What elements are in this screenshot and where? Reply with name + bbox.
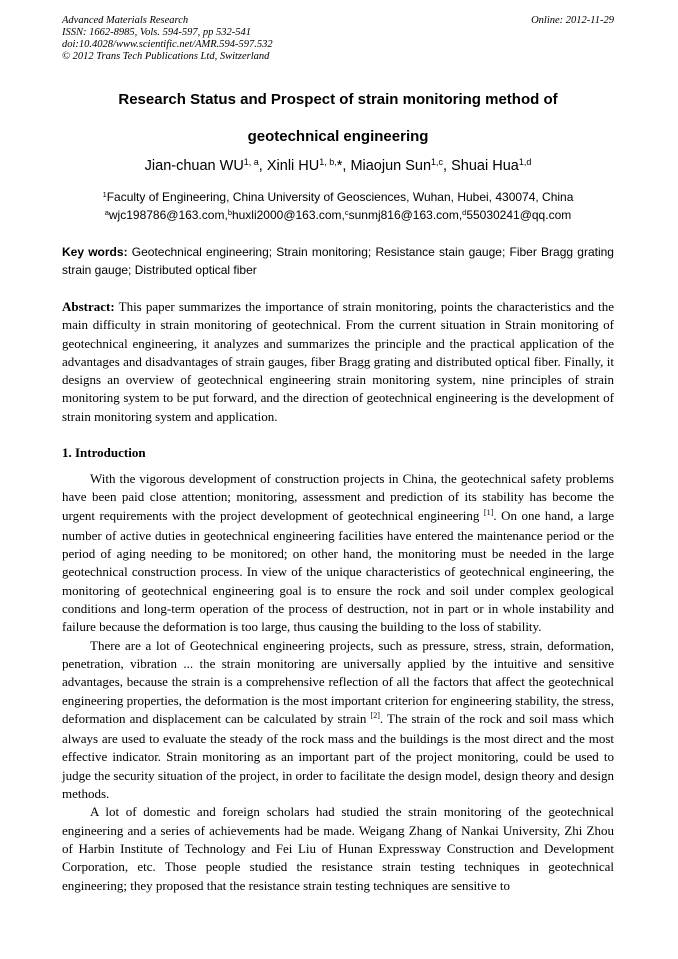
online-date: Online: 2012-11-29 <box>531 15 614 26</box>
email-address: 55030241@qq.com <box>466 208 572 222</box>
corresponding-author-mark: * <box>336 158 343 174</box>
paragraph <box>62 470 614 637</box>
author-affiliation-mark: 1,c <box>431 157 444 168</box>
author-name: Shuai Hua <box>451 158 519 174</box>
email-mark: c <box>344 207 349 217</box>
author-emails <box>62 206 614 226</box>
paragraph <box>62 803 614 894</box>
keywords-text: Geotechnical engineering; Strain monitoring; Resistance stain gauge; Fiber Bragg grating strain gauge; Distributed optical fiber <box>62 245 614 277</box>
affiliation-mark: 1 <box>102 189 107 199</box>
email-mark: b <box>227 207 232 217</box>
journal-doi: doi:10.4028/www.scientific.net/AMR.594-597.532 <box>62 39 273 50</box>
paper-title-line-2: geotechnical engineering <box>247 128 429 145</box>
section-heading: 1. Introduction <box>62 445 146 460</box>
paragraph-text: There are a lot of Geotechnical engineering projects, such as pressure, stress, strain, deformation, penetration, vibration ... the strain monitoring are universally applied by the intuitive and sensitive advantages, because the strain is a comprehensive reflection of all the factors that affect the geotechnical engineering properties, the deformation is the most important criterion for engineering stability, the stress, deformation and displacement can be calculated by strain <box>62 637 614 726</box>
keywords-label: Key words: <box>62 245 128 259</box>
paragraph <box>62 637 614 804</box>
author-name: Jian-chuan WU <box>144 158 244 174</box>
citation-ref: [2] <box>370 711 380 721</box>
author-list: Jian-chuan WU$^{1, a}$, Xinli $HU^{1, b,}*$, Miaojun Sun$^{1,c}$, Shuai Hua$^{1,d}$ <box>144 157 532 174</box>
email-address: sunmj816@163.com, <box>348 208 463 222</box>
keywords <box>62 243 614 279</box>
journal-issn: ISSN: 1662-8985, Vols. 594-597, pp 532-541 <box>62 27 251 38</box>
author-affiliation-mark: 1,d <box>518 157 532 168</box>
abstract-text: This paper summarizes the importance of strain monitoring, points the characteristics and the main difficulty in strain monitoring of geotechnical. From the current situation in Strain monitoring of geotechnical engineering, it analyzes and summarizes the principle and the practical application of the advantages and disadvantages of strain gauges, fiber Bragg grating and distributed optical fiber. Finally, it designs an overview of geotechnical engineering strain monitoring system, nine principles of strain monitoring system to be put forward, and the direction of geotechnical engineering is the development of strain monitoring system and application. <box>62 299 615 424</box>
email-mark: a <box>104 207 109 217</box>
email-address: huxli2000@163.com, <box>231 208 345 222</box>
email-mark: d <box>462 207 467 217</box>
citation-ref: [1] <box>483 507 494 517</box>
abstract <box>62 298 614 426</box>
paper-title-line-1: Research Status and Prospect of strain monitoring method of <box>118 91 558 108</box>
email-address: wjc198786@163.com, <box>108 208 228 222</box>
journal-copyright: © 2012 Trans Tech Publications Ltd, Switzerland <box>62 51 270 62</box>
author-affiliation-mark: 1, b, <box>319 157 337 168</box>
author-name: Xinli HU <box>266 158 320 174</box>
abstract-label: Abstract: <box>62 299 115 314</box>
paragraph-text: . The strain of the rock and soil mass which always are used to evaluate the steady of the rock mass and the buildings is the most direct and the most effective indicator. Strain monitoring as an important part of the project monitoring, could be used to judge the security situation of the project, in order to facilitate the design model, design theory and design methods. <box>62 710 614 802</box>
paragraph-text: . On one hand, a large number of active duties in geotechnical engineering facilities have entered the maintenance period or the period of aging needing to be monitored; on other hand, the monitoring must be needed in the large geotechnical construction process. In view of the unique characteristics of geotechnical engineering, the monitoring of geotechnical engineering goal is to ensure the rock and soil under complex geological conditions and long-term operation of the process of destruction, not in part or in whole instability and failure because the deformation is too large, thus causing the building to the loss of stability. <box>62 507 615 635</box>
paragraph-text: With the vigorous development of construction projects in China, the geotechnical safety problems have been paid close attention; monitoring, assessment and prediction of its stability has become the urgent requirements with the project development of geotechnical engineering <box>62 471 614 523</box>
section-body <box>62 470 614 895</box>
affiliation-text: Faculty of Engineering, China University of Geosciences, Wuhan, Hubei, 430074, China <box>106 190 574 204</box>
journal-name: Advanced Materials Research <box>62 15 189 26</box>
author-name: Miaojun Sun <box>350 158 432 174</box>
paragraph-text: A lot of domestic and foreign scholars had studied the strain monitoring of the geotechnical engineering and a series of achievements had be made. Weigang Zhang of Nankai University, Zhi Zhou of Harbin Institute of Technology and Fei Liu of Hunan Expressway Construction and Development Corporation, etc. Those people studied the resistance strain testing techniques in geotechnical engineering; they proposed that the resistance strain testing techniques are sensitive to <box>62 804 614 893</box>
author-affiliation-mark: 1, a <box>243 157 259 168</box>
affiliation <box>62 188 614 208</box>
journal-header <box>62 15 614 63</box>
